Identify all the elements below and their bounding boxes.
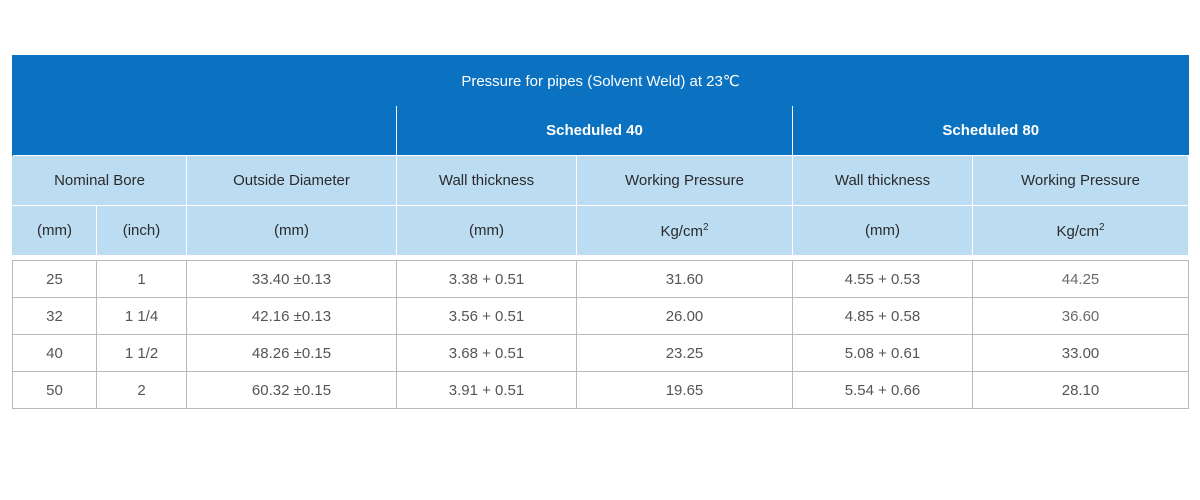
cell-inch: 1 1/2 [97,335,187,372]
unit-mm: (mm) [13,206,97,256]
cell-wall-thickness-40: 3.56 + 0.51 [397,298,577,335]
unit-pressure-80 [973,206,1189,256]
cell-wall-thickness-80: 5.54 + 0.66 [793,372,973,409]
cell-outside-diameter: 48.26 ±0.15 [187,335,397,372]
cell-wall-thickness-80: 4.85 + 0.58 [793,298,973,335]
table-title: Pressure for pipes (Solvent Weld) at 23℃ [13,56,1189,106]
cell-mm: 32 [13,298,97,335]
unit-wall-thickness-40: (mm) [397,206,577,256]
unit-pressure-40-base: Kg/cm [660,222,703,240]
cell-working-pressure-40: 26.00 [577,298,793,335]
cell-wall-thickness-80: 5.08 + 0.61 [793,335,973,372]
cell-working-pressure-40: 23.25 [577,335,793,372]
pressure-table-container [12,55,1188,409]
cell-wall-thickness-40: 3.68 + 0.51 [397,335,577,372]
wall-thickness-40-header: Wall thickness [397,156,577,206]
schedule-80-header: Scheduled 80 [793,106,1189,156]
nominal-bore-header: Nominal Bore [13,156,187,206]
cell-outside-diameter: 33.40 ±0.13 [187,261,397,298]
cell-outside-diameter: 42.16 ±0.13 [187,298,397,335]
table-title-row [13,56,1189,106]
cell-wall-thickness-40: 3.38 + 0.51 [397,261,577,298]
cell-working-pressure-80: 44.25 [973,261,1189,298]
cell-wall-thickness-80: 4.55 + 0.53 [793,261,973,298]
unit-inch: (inch) [97,206,187,256]
working-pressure-80-header: Working Pressure [973,156,1189,206]
cell-working-pressure-80: 33.00 [973,335,1189,372]
unit-pressure-40 [577,206,793,256]
unit-header-row [13,206,1189,256]
cell-inch: 1 1/4 [97,298,187,335]
cell-mm: 25 [13,261,97,298]
cell-inch: 1 [97,261,187,298]
outside-diameter-header: Outside Diameter [187,156,397,206]
unit-wall-thickness-80: (mm) [793,206,973,256]
cell-outside-diameter: 60.32 ±0.15 [187,372,397,409]
unit-outside-diameter: (mm) [187,206,397,256]
unit-pressure-80-exp: 2 [1098,221,1105,233]
schedule-header-row [13,106,1189,156]
unit-pressure-40-exp: 2 [702,221,709,233]
unit-pressure-80-base: Kg/cm [1056,222,1099,240]
working-pressure-40-header: Working Pressure [577,156,793,206]
cell-inch: 2 [97,372,187,409]
column-header-row [13,156,1189,206]
cell-mm: 40 [13,335,97,372]
cell-working-pressure-40: 19.65 [577,372,793,409]
cell-mm: 50 [13,372,97,409]
cell-working-pressure-80: 28.10 [973,372,1189,409]
cell-working-pressure-40: 31.60 [577,261,793,298]
cell-wall-thickness-40: 3.91 + 0.51 [397,372,577,409]
pressure-table [12,55,1189,409]
table-row [13,335,1189,372]
table-row [13,261,1189,298]
schedule-header-blank [13,106,397,156]
table-row [13,298,1189,335]
schedule-40-header: Scheduled 40 [397,106,793,156]
table-row [13,372,1189,409]
wall-thickness-80-header: Wall thickness [793,156,973,206]
cell-working-pressure-80: 36.60 [973,298,1189,335]
